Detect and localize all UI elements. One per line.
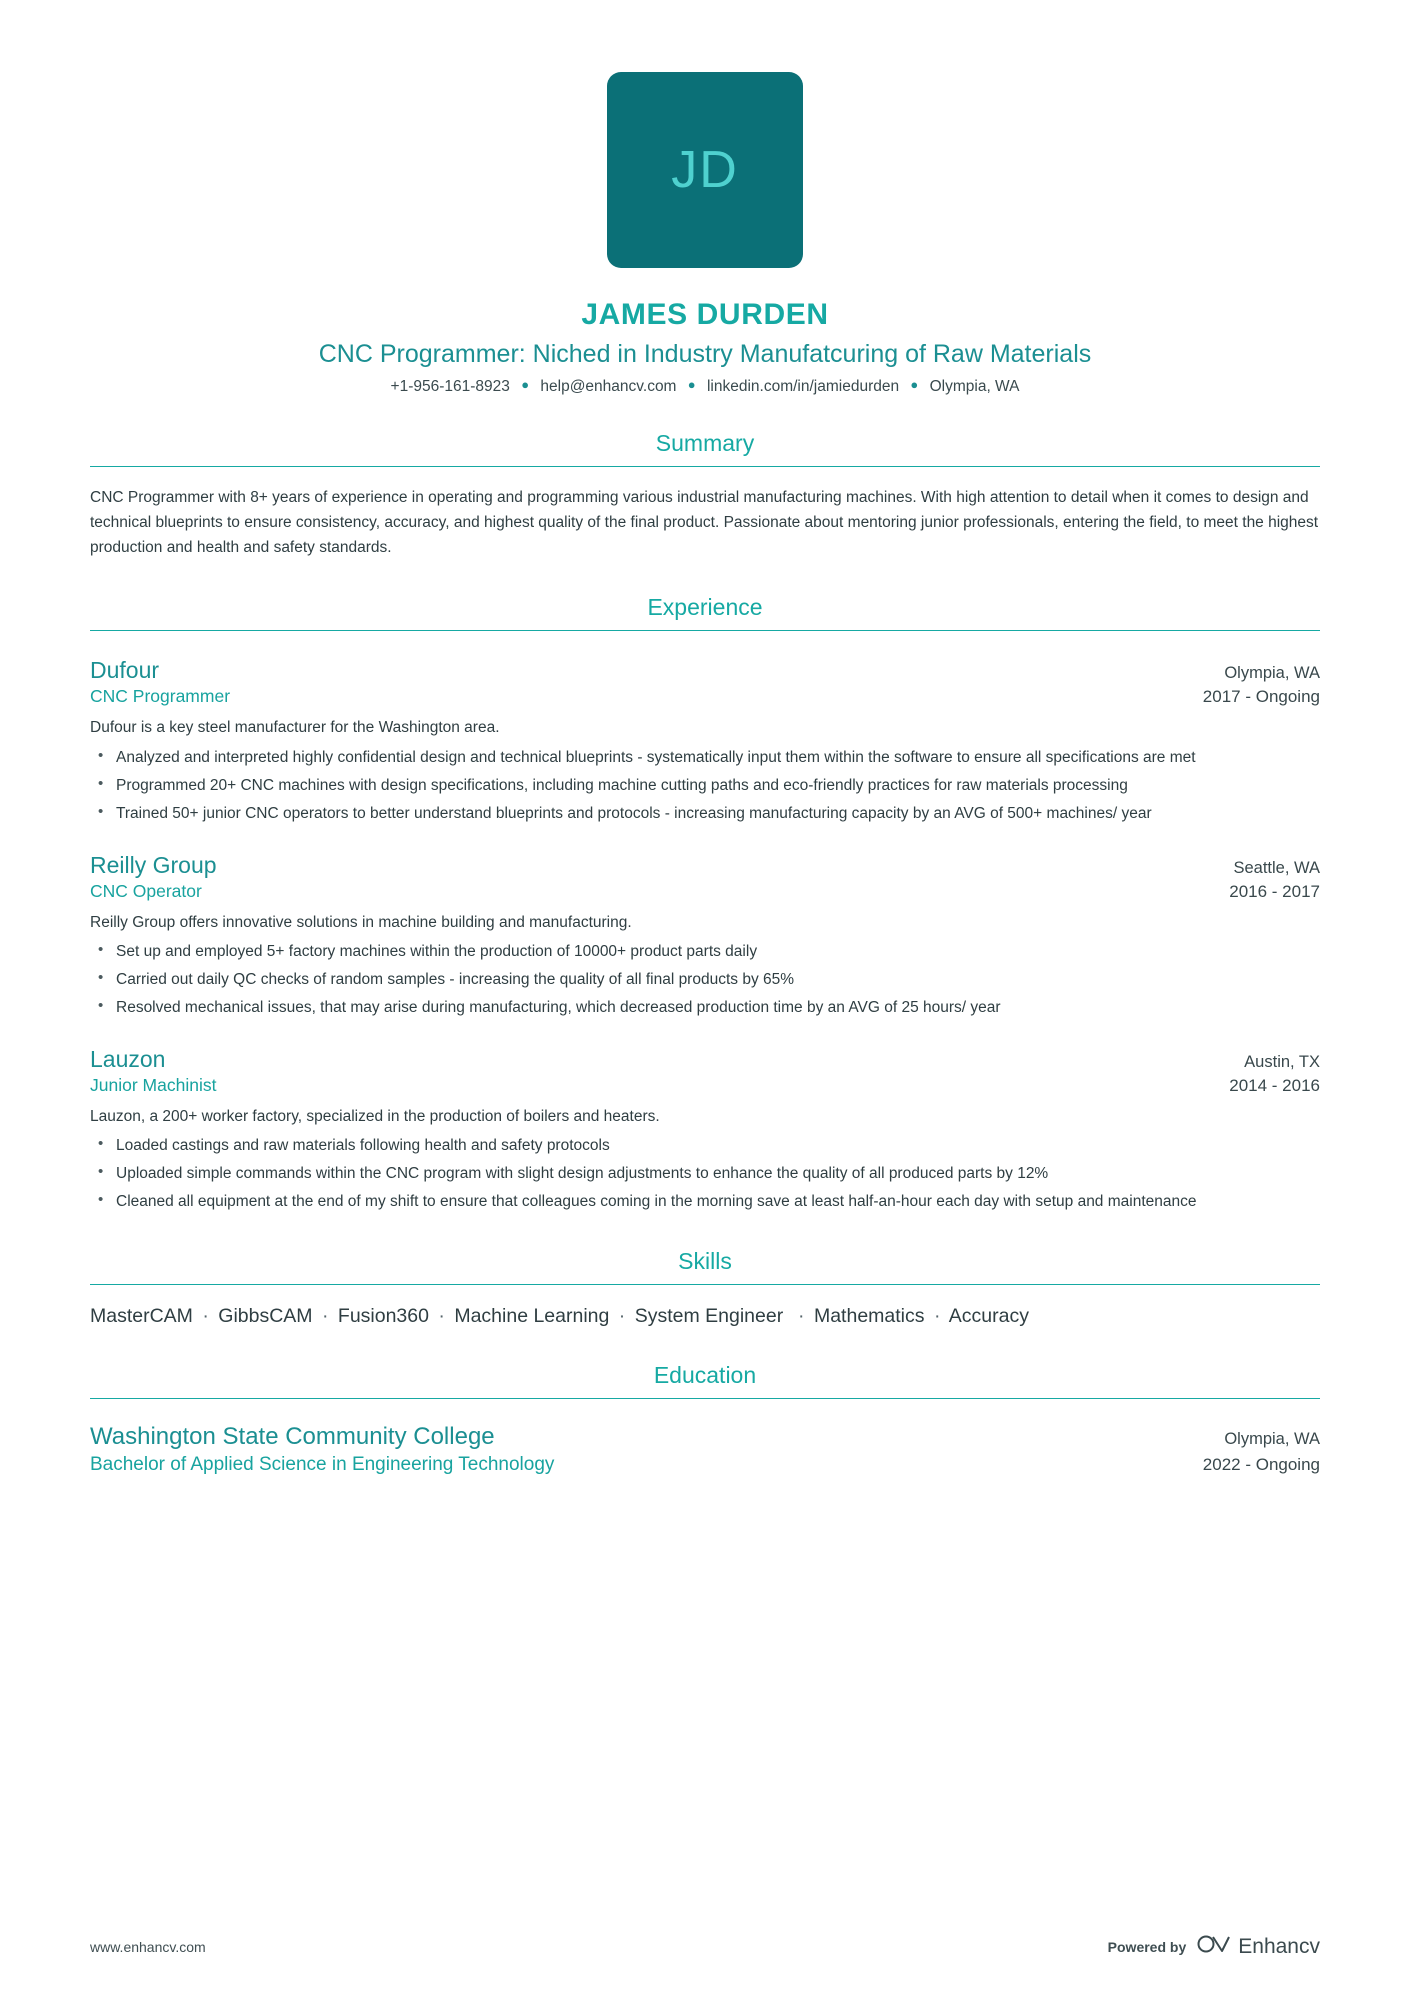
list-item: • Analyzed and interpreted highly confidential design and technical blueprints - systematically input them within the software to ensure all specifications are met xyxy=(112,746,1320,770)
experience-description: Dufour is a key steel manufacturer for the Washington area. xyxy=(90,719,500,737)
experience-description: Reilly Group offers innovative solutions in machine building and manufacturing. xyxy=(90,913,632,931)
list-item: • Uploaded simple commands within the CNC program with slight design adjustments to enhance the quality of all produced parts by 12% xyxy=(112,1162,1320,1186)
separator-dot-icon: ● xyxy=(910,377,919,392)
footer xyxy=(90,1934,1320,1959)
list-item: • Programmed 20+ CNC machines with design specifications, including machine cutting paths and eco-friendly practices for raw materials processing xyxy=(112,774,1320,798)
divider xyxy=(90,1398,1320,1399)
section-title-education: Education xyxy=(653,1362,757,1389)
separator-dot-icon: · xyxy=(933,1305,941,1328)
education-dates: 2022 - Ongoing xyxy=(1202,1455,1320,1475)
brand-name: Enhancv xyxy=(1238,1934,1320,1958)
summary-text: CNC Programmer with 8+ years of experience in operating and programming various industrial manufacturing machines. With high attention to detail when it comes to design and technical blueprints to ensure consistency, accuracy, and highest quality of the final product. Passionate about mentoring junior professionals, entering the field, to meet the highest production and health and safety standards. xyxy=(90,489,1319,557)
experience-location: Seattle, WA xyxy=(1233,858,1320,877)
section-experience xyxy=(90,594,1320,1214)
separator-dot-icon: · xyxy=(438,1305,445,1328)
separator-dot-icon: ● xyxy=(521,377,530,392)
phone-text: +1-956-161-8923 xyxy=(390,378,510,395)
experience-location: Austin, TX xyxy=(1244,1052,1320,1071)
section-skills xyxy=(90,1248,1320,1328)
footer-url[interactable]: www.enhancv.com xyxy=(90,1938,206,1955)
list-item: • Cleaned all equipment at the end of my shift to ensure that colleagues coming in the morning save at least half-an-hour each day with setup and maintenance xyxy=(112,1190,1320,1214)
brand-block xyxy=(1196,1934,1320,1959)
experience-entry-header xyxy=(90,657,1320,684)
avatar xyxy=(607,72,803,268)
enhancv-logo-icon xyxy=(1196,1934,1230,1959)
experience-entry-subheader xyxy=(90,1073,1320,1096)
education-entry xyxy=(90,1423,1320,1476)
avatar-container xyxy=(90,72,1320,268)
skill-item: Accuracy xyxy=(948,1305,1029,1328)
location-text: Olympia, WA xyxy=(929,378,1020,395)
section-title-skills: Skills xyxy=(678,1248,732,1275)
skill-item: System Engineer xyxy=(634,1305,784,1328)
experience-bullets xyxy=(90,940,1320,1020)
separator-dot-icon: · xyxy=(618,1305,626,1328)
list-item: • Trained 50+ junior CNC operators to better understand blueprints and protocols - increasing manufacturing capacity by an AVG of 500+ machines/ year xyxy=(112,802,1320,826)
divider xyxy=(90,630,1320,631)
experience-location: Olympia, WA xyxy=(1224,664,1320,683)
skill-item: Machine Learning xyxy=(454,1305,610,1328)
experience-dates: 2017 - Ongoing xyxy=(1202,687,1320,707)
experience-company: Lauzon xyxy=(90,1045,166,1072)
experience-role: CNC Programmer xyxy=(90,686,231,707)
experience-company: Reilly Group xyxy=(90,851,217,878)
education-entry-header xyxy=(90,1423,1320,1451)
separator-dot-icon: · xyxy=(321,1305,329,1328)
skill-item: GibbsCAM xyxy=(218,1305,313,1328)
experience-dates: 2016 - 2017 xyxy=(1229,881,1320,901)
list-item: • Resolved mechanical issues, that may arise during manufacturing, which decreased production time by an AVG of 25 hours/ year xyxy=(112,996,1320,1020)
experience-role: Junior Machinist xyxy=(90,1074,217,1095)
experience-bullets xyxy=(90,1134,1320,1214)
experience-dates: 2014 - 2016 xyxy=(1229,1075,1320,1095)
job-title: CNC Programmer: Niched in Industry Manufatcuring of Raw Materials xyxy=(318,340,1092,368)
page-title: JAMES DURDEN xyxy=(581,298,829,331)
list-item: • Set up and employed 5+ factory machines within the production of 10000+ product parts daily xyxy=(112,940,1320,964)
experience-role: CNC Operator xyxy=(90,880,202,901)
experience-entry-header xyxy=(90,1046,1320,1073)
contact-line xyxy=(90,377,1320,396)
email-link[interactable]: help@enhancv.com xyxy=(540,378,677,395)
section-title-experience: Experience xyxy=(647,594,763,621)
separator-dot-icon: · xyxy=(792,1305,805,1328)
education-entry-subheader xyxy=(90,1451,1320,1476)
skill-item: MasterCAM xyxy=(90,1305,193,1328)
education-school: Washington State Community College xyxy=(90,1423,495,1451)
experience-bullets xyxy=(90,746,1320,826)
powered-by-label: Powered by xyxy=(1107,1938,1187,1955)
divider xyxy=(90,1284,1320,1285)
experience-entry-subheader xyxy=(90,684,1320,707)
avatar-initials: JD xyxy=(671,141,739,199)
list-item: • Carried out daily QC checks of random samples - increasing the quality of all final products by 65% xyxy=(112,968,1320,992)
experience-description: Lauzon, a 200+ worker factory, specialized in the production of boilers and heaters. xyxy=(90,1107,660,1125)
education-location: Olympia, WA xyxy=(1224,1430,1320,1449)
experience-entry xyxy=(90,1046,1320,1214)
experience-entry-subheader xyxy=(90,879,1320,902)
list-item: • Loaded castings and raw materials following health and safety protocols xyxy=(112,1134,1320,1158)
divider xyxy=(90,466,1320,467)
separator-dot-icon: ● xyxy=(687,377,696,392)
separator-dot-icon: · xyxy=(202,1305,209,1328)
skill-item: Fusion360 xyxy=(337,1305,429,1328)
section-title-summary: Summary xyxy=(655,430,755,456)
experience-entry xyxy=(90,852,1320,1020)
section-education xyxy=(90,1362,1320,1476)
section-summary xyxy=(90,430,1320,560)
experience-company: Dufour xyxy=(90,657,160,684)
powered-by-block xyxy=(1108,1934,1320,1959)
skills-list xyxy=(90,1305,1320,1328)
linkedin-link[interactable]: linkedin.com/in/jamiedurden xyxy=(706,378,900,395)
education-degree: Bachelor of Applied Science in Engineering Technology xyxy=(90,1454,555,1476)
skill-item: Mathematics xyxy=(813,1305,925,1328)
experience-entry-header xyxy=(90,852,1320,879)
experience-entry xyxy=(90,657,1320,825)
